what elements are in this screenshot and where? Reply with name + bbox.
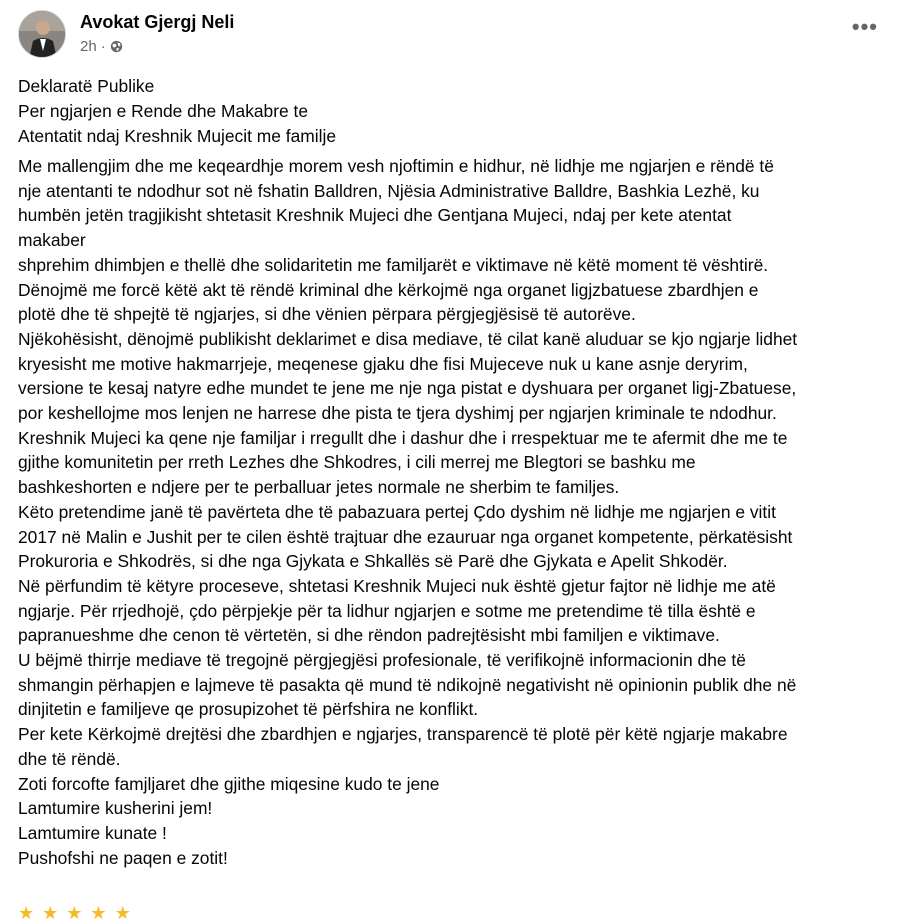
body-line: gjithe komunitetin per rreth Lezhes dhe Shkodres, i cili merrej me Blegtori se bashku me (18, 452, 696, 473)
body-line: Zoti forcofte famjljaret dhe gjithe miqesine kudo te jene (18, 773, 440, 794)
post-body (18, 154, 888, 870)
body-line: shmangin përhapjen e lajmeve të pasakta që mund të ndikojnë negativisht në opinionin publik dhe në (18, 674, 797, 695)
body-line: Dënojmë me forcë këtë akt të rëndë kriminal dhe kërkojmë nga organet ligjzbatuese zbardhjen e (18, 279, 759, 300)
body-line: Këto pretendime janë të pavërteta dhe të pabazuara pertej Çdo dyshim në lidhje me ngjarjen e vitit (18, 501, 776, 522)
body-line: Pushofshi ne paqen e zotit! (18, 847, 228, 868)
body-line: por keshellojme mos lenjen ne harrese dhe pista te tjera dyshimj per ngjarjen kriminale te ndodhur. (18, 403, 777, 424)
post-title (18, 74, 888, 149)
avatar-photo-icon (19, 11, 66, 58)
star-icon: ★ (66, 903, 83, 923)
title-line: Deklaratë Publike (18, 76, 155, 96)
body-line: makaber (18, 230, 86, 251)
globe-icon (110, 40, 123, 53)
body-line: Me mallengjim dhe me keqeardhje morem vesh njoftimin e hidhur, në lidhje me ngjarjen e rëndë të (18, 156, 774, 176)
star-icon: ★ (90, 903, 107, 923)
body-line: ngjarje. Për rrjedhojë, çdo përpjekje për ta lidhur ngjarjen e sotme me pretendime të tilla është e (18, 600, 756, 621)
body-line: plotë dhe të shpejtë të ngjarjes, si dhe vënien përpara përgjegjësisë të autorëve. (18, 304, 636, 325)
body-line: Lamtumire kusherini jem! (18, 798, 213, 819)
title-line: Atentatit ndaj Kreshnik Mujecit me familje (18, 126, 336, 146)
body-line: humbën jetën tragjikisht shtetasit Kreshnik Mujeci dhe Gentjana Mujeci, ndaj per kete atentat (18, 205, 732, 226)
author-name[interactable]: Avokat Gjergj Neli (80, 12, 235, 32)
body-line: Per kete Kërkojmë drejtësi dhe zbardhjen e ngjarjes, transparencë të plotë për këtë ngjarje makabre (18, 724, 788, 745)
body-line: shprehim dhimbjen e thellë dhe solidaritetin me familjarët e viktimave në këtë moment të vështirë. (18, 254, 769, 275)
body-line: Në përfundim të këtyre proceseve, shtetasi Kreshnik Mujeci nuk është gjetur fajtor në lidhje me atë (18, 575, 776, 596)
body-line: 2017 në Malin e Jushit per te cilen është trajtuar dhe ezauruar nga organet kompetente, përkatësisht (18, 526, 793, 547)
reaction-stars (18, 904, 131, 922)
body-line: U bëjmë thirrje mediave të tregojnë përgjegjësi profesionale, të verifikojnë informacionin dhe të (18, 650, 746, 671)
star-icon: ★ (18, 903, 35, 923)
body-line: papranueshme dhe cenon të vërtetën, si dhe rëndon padrejtësisht mbi familjen e viktimave. (18, 625, 720, 646)
title-line: Per ngjarjen e Rende dhe Makabre te (18, 101, 309, 121)
post-time[interactable]: 2h (80, 38, 97, 55)
body-line: dhe të rëndë. (18, 748, 121, 769)
body-line: versione te kesaj natyre edhe mundet te jene me nje nga pistat e dyshuara per organet ligj-Zbatuese, (18, 378, 797, 399)
body-line: kryesisht me motive hakmarrjeje, meqenese gjaku dhe fisi Mujeceve nuk u kane asnje deryrim, (18, 353, 748, 374)
post-meta: 2h · (80, 38, 123, 55)
star-icon: ★ (42, 903, 59, 923)
post-header (16, 8, 884, 60)
body-line: bashkeshorten e ndjere per te perballuar jetes normale ne sherbim te familjes. (18, 477, 620, 498)
body-line: nje atentanti te ndodhur sot në fshatin Balldren, Njësia Administrative Balldre, Bashkia Lezhë, ku (18, 180, 760, 201)
body-line: Kreshnik Mujeci ka qene nje familjar i rregullt dhe i dashur dhe i rrespektuar me te afermit dhe me te (18, 427, 788, 448)
star-icon: ★ (114, 903, 131, 923)
body-line: Njëkohësisht, dënojmë publikisht deklarimet e disa mediave, të cilat kanë aluduar se kjo ngjarje lidhet (18, 328, 798, 349)
body-line: dinjitetin e familjeve qe prosupizohet të përfshira ne konflikt. (18, 699, 479, 720)
body-line: Prokuroria e Shkodrës, si dhe nga Gjykata e Shkallës së Parë dhe Gjykata e Apelit Shkodër. (18, 551, 728, 572)
author-avatar[interactable] (18, 10, 66, 58)
body-line: Lamtumire kunate ! (18, 822, 167, 843)
more-options-button[interactable]: ••• (851, 14, 878, 39)
